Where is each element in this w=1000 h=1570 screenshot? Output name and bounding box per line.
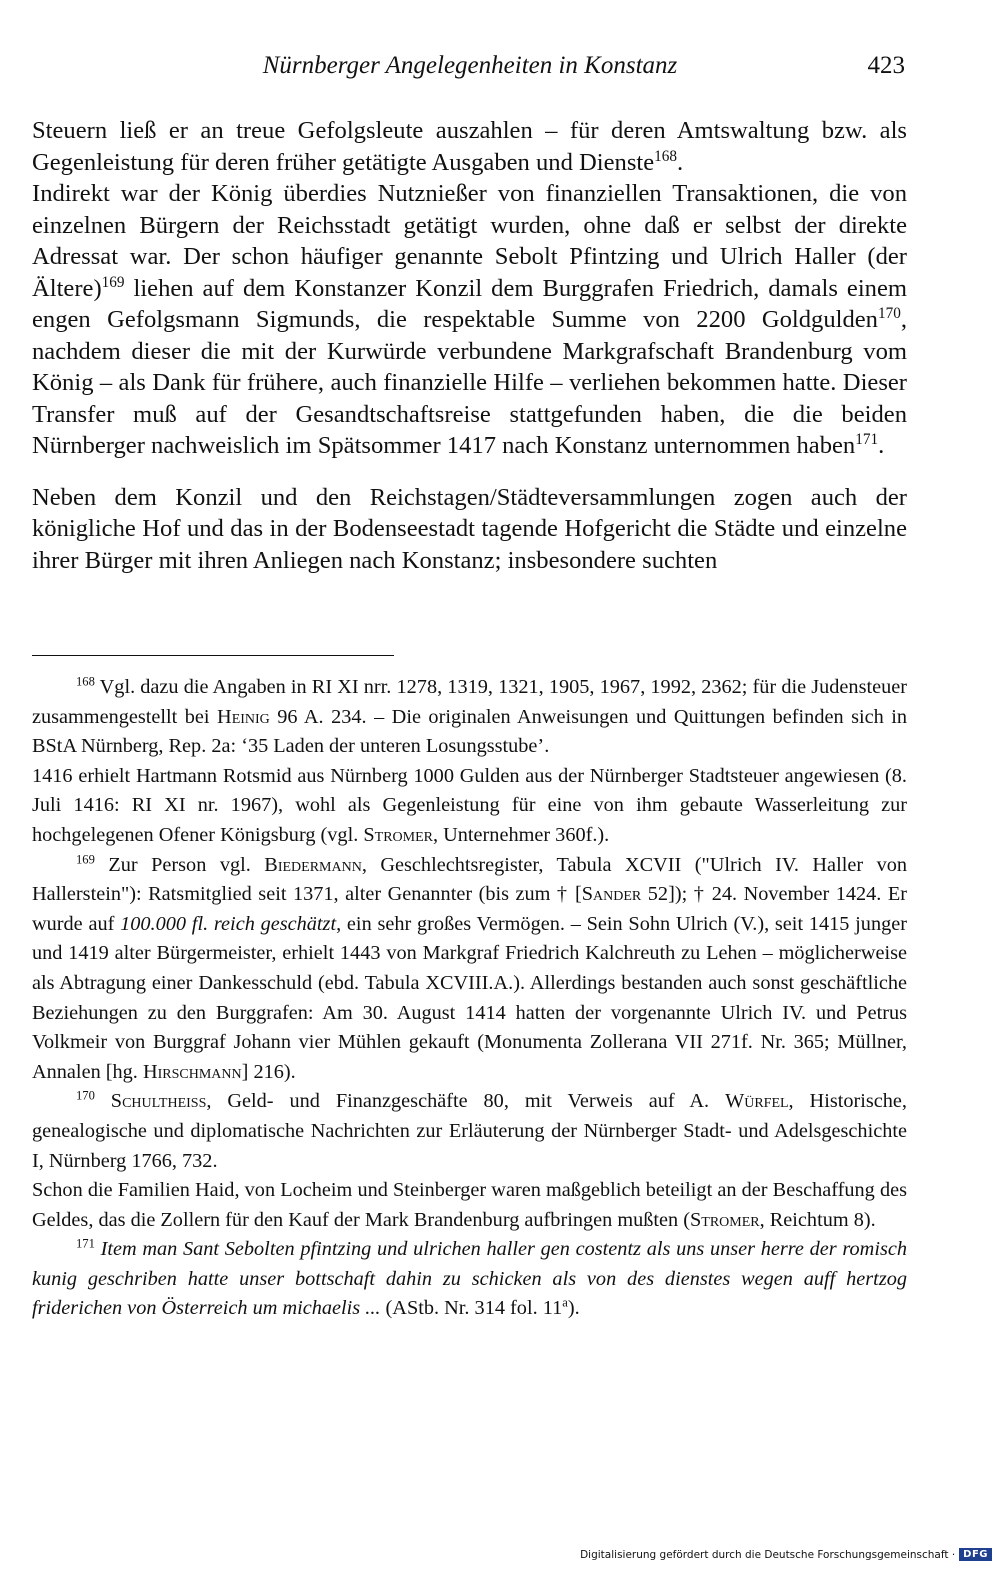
author-name: Stromer	[363, 823, 433, 846]
footnote-number: 170	[76, 1088, 95, 1103]
author-name: Heinig	[217, 705, 270, 728]
footnote-ref-171[interactable]: 171	[855, 430, 879, 448]
quotation: 100.000 fl. reich geschätzt	[120, 912, 337, 935]
footnote-ref-170[interactable]: 170	[877, 304, 901, 322]
superscript: a	[562, 1295, 568, 1310]
author-name: Hirschmann	[142, 1060, 242, 1083]
text-run: , Geld- und Finanzgeschäfte 80, mit Verweis auf A.	[206, 1090, 726, 1113]
footnote-ref-168[interactable]: 168	[654, 147, 678, 165]
paragraph-3: Neben dem Konzil und den Reichstagen/Städteversammlungen zogen auch der königliche Hof und das in der Bodenseestadt tagende Hofgericht die Städte und einzelne ihrer Bürger mit ihren Anliegen nach Konstanz; insbesondere suchten	[32, 483, 907, 574]
text-run: Schon die Familien Haid, von Locheim und Steinberger waren maßgeblich beteiligt an der Beschaffung des Geldes, das die Zollern für den Kauf der Mark Brandenburg aufbringen mußten (	[32, 1179, 907, 1231]
footnote-169	[32, 851, 907, 1088]
text-run: .	[677, 148, 684, 176]
credit-text: Digitalisierung gefördert durch die Deutsche Forschungsgemeinschaft ·	[580, 1548, 956, 1561]
footnote-170-continued	[32, 1176, 907, 1235]
footnote-170	[32, 1087, 907, 1176]
author-name: Würfel	[725, 1090, 789, 1113]
footnote-ref-169[interactable]: 169	[101, 273, 125, 291]
main-text	[32, 115, 907, 576]
author-name: Sander	[581, 883, 642, 906]
text-run: ).	[567, 1297, 580, 1320]
footnote-number: 171	[76, 1236, 95, 1251]
digitization-credit	[580, 1548, 992, 1561]
text-run: Indirekt war der König überdies Nutznießer von finanziellen Transaktionen, die von einzelnen Bürgern der Reichsstadt getätigt wurden, ohne daß er selbst der direkte Adressat war. Der schon häufiger genannte Sebolt Pfintzing und Ulrich Haller (der Ältere)	[32, 180, 907, 302]
text-run: , ein sehr großes Vermögen. – Sein Sohn Ulrich (V.), seit 1415 junger und 1419 alter Bürgermeister, erhielt 1443 von Markgraf Friedrich Kalchreuth zu Lehen – möglicherweise als Abtragung einer Dankesschuld (ebd. Tabula XCVIII.A.). Allerdings bestanden auch sonst geschäftliche Beziehungen zu den Burggrafen: Am 30. August 1414 hatten der vorgenannte Ulrich IV. und Petrus Volkmeir von Burggraf Johann vier Mühlen gekauft (Monumenta Zollerana VII 271f. Nr. 365; Müllner, Annalen [hg.	[32, 912, 907, 1083]
footnote-171	[32, 1235, 907, 1324]
text-run: .	[878, 432, 885, 459]
text-run: , nachdem dieser die mit der Kurwürde verbundene Markgrafschaft Brandenburg vom König – als Dank für frühere, auch finanzielle Hilfe – verliehen bekommen hatte. Dieser Transfer muß auf der Gesandtschaftsreise stattgefunden haben, die die beiden Nürnberger nachweislich im Spätsommer 1417 nach Konstanz unternommen haben	[32, 306, 907, 459]
dfg-logo: DFG	[959, 1548, 992, 1561]
text-run: (AStb. Nr. 314 fol. 11	[380, 1297, 563, 1320]
footnotes	[32, 673, 907, 1324]
author-name: Biedermann	[264, 853, 362, 876]
text-run: , Unternehmer 360f.).	[432, 823, 610, 846]
paragraph-1	[32, 115, 907, 178]
text-run: 52]); † 24. November 1424. Er wurde auf	[32, 883, 908, 935]
page-number: 423	[867, 52, 905, 79]
text-run: 96 A. 234. – Die originalen Anweisungen und Quittungen befinden sich in BStA Nürnberg, Rep. 2a: ‘35 Laden der unteren Losungsstube’.	[32, 705, 907, 758]
text-run: Steuern ließ er an treue Gefolgsleute auszahlen – für deren Amtswaltung bzw. als Gegenleistung für deren früher getätigte Ausgaben und Dienste	[32, 117, 907, 176]
footnote-168-continued	[32, 762, 907, 851]
author-name: Stromer	[690, 1208, 760, 1231]
quotation: Item man Sant Sebolten pfintzing und ulrichen haller gen costentz als uns unser herre der romisch kunig geschriben hatte unser bottschaft dahin zu schicken als von des dienstes wegen auff hertzog friderichen von Österreich um michaelis ...	[32, 1238, 907, 1320]
footnote-168	[32, 673, 907, 762]
text-run: 1416 erhielt Hartmann Rotsmid aus Nürnberg 1000 Gulden aus der Nürnberger Stadtsteuer angewiesen (8. Juli 1416: RI XI nr. 1967), wohl als Gegenleistung für eine von ihm gebaute Wasserleitung zur hochgelegenen Ofener Königsburg (vgl.	[32, 764, 907, 846]
text-run: , Reichtum 8).	[759, 1208, 876, 1231]
text-run: , Historische, genealogische und diplomatische Nachrichten zur Erläuterung der Nürnberger Stadt- und Adelsgeschichte I, Nürnberg 1766, 732.	[32, 1090, 907, 1172]
footnote-number: 169	[76, 852, 95, 867]
text-run: ] 216).	[241, 1060, 296, 1083]
text-run: Zur Person vgl.	[94, 853, 265, 876]
running-title: Nürnberger Angelegenheiten in Konstanz	[262, 52, 678, 79]
paragraph-2	[32, 178, 907, 462]
footnote-number: 168	[76, 674, 95, 689]
author-name: Schultheiß	[94, 1090, 207, 1113]
text-run: Vgl. dazu die Angaben in RI XI nrr. 1278, 1319, 1321, 1905, 1967, 1992, 2362; für die Judensteuer zusammengestellt bei	[32, 676, 907, 728]
text-run: liehen auf dem Konstanzer Konzil dem Burggrafen Friedrich, damals einem engen Gefolgsmann Sigmunds, die respektable Summe von 2200 Goldgulden	[32, 274, 907, 333]
footnote-separator	[32, 655, 394, 656]
text-run: , Geschlechtsregister, Tabula XCVII ("Ulrich IV. Haller von Hallerstein"): Ratsmitglied seit 1371, alter Genannter (bis zum † [	[32, 853, 907, 906]
